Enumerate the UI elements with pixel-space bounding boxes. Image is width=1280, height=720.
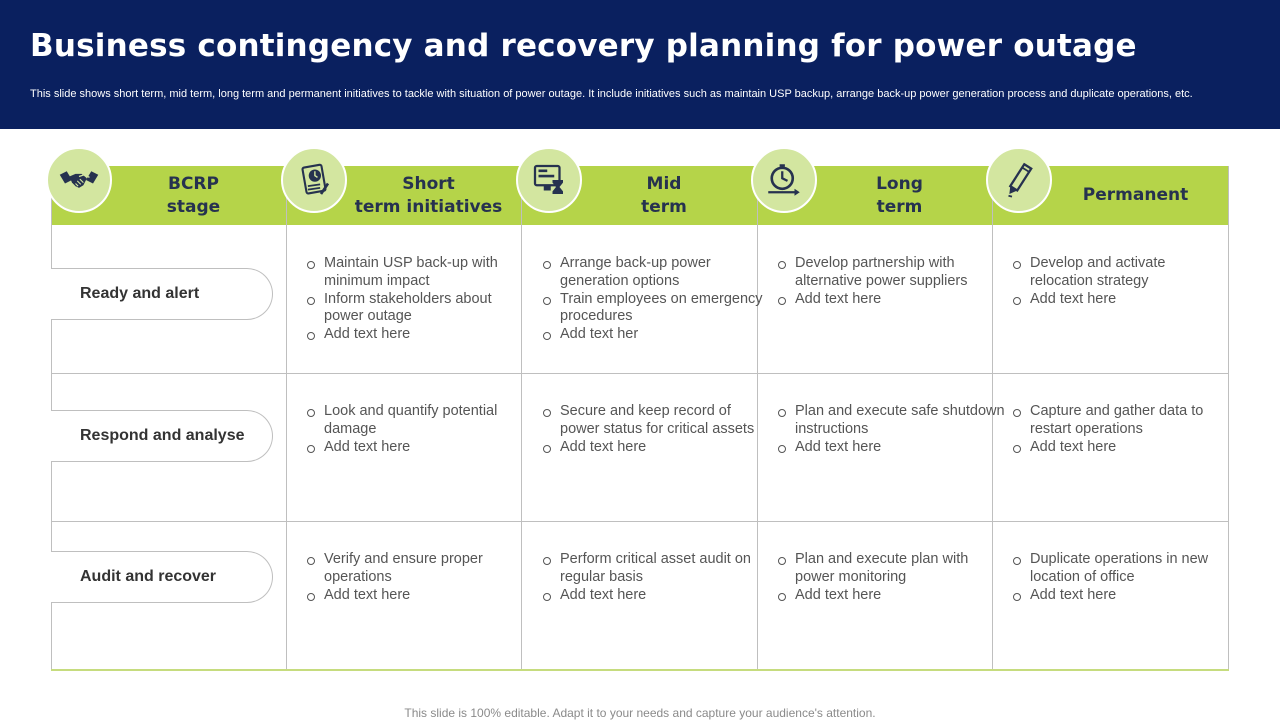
column-header-permanent: Permanent [1082, 185, 1189, 205]
list-item: Secure and keep record of power status for critical assets [541, 403, 771, 439]
handshake-icon [46, 147, 112, 213]
cell-ready-long-term [776, 255, 1006, 308]
list-item: Verify and ensure proper operations [305, 551, 535, 587]
cell-ready-short-term [305, 255, 535, 344]
list-item: Add text here [541, 587, 771, 605]
cell-audit-short-term [305, 551, 535, 604]
list-item: Inform stakeholders about power outage [305, 291, 535, 327]
list-item: Add text here [776, 439, 1006, 457]
list-item: Develop partnership with alternative power suppliers [776, 255, 1006, 291]
table-bottom-accent [51, 669, 1229, 671]
cell-respond-mid-term [541, 403, 771, 456]
column-header-long-term: Long term [876, 173, 923, 217]
list-item: Add text her [541, 326, 771, 344]
cell-ready-permanent [1011, 255, 1223, 308]
document-clock-icon [281, 147, 347, 213]
list-item: Add text here [1011, 587, 1223, 605]
row-divider [51, 373, 1229, 374]
list-item: Duplicate operations in new location of office [1011, 551, 1223, 587]
list-item: Add text here [776, 587, 1006, 605]
cell-audit-permanent [1011, 551, 1223, 604]
list-item: Add text here [305, 326, 535, 344]
cell-respond-permanent [1011, 403, 1223, 456]
cell-audit-mid-term [541, 551, 771, 604]
column-header-bcrp-stage: BCRP stage [166, 173, 221, 217]
list-item: Add text here [1011, 439, 1223, 457]
header-banner [0, 0, 1280, 129]
list-item: Add text here [541, 439, 771, 457]
footer-note: This slide is 100% editable. Adapt it to your needs and capture your audience's attention. [404, 706, 876, 720]
cell-respond-short-term [305, 403, 535, 456]
list-item: Plan and execute safe shutdown instructions [776, 403, 1006, 439]
row-divider [51, 521, 1229, 522]
list-item: Perform critical asset audit on regular basis [541, 551, 771, 587]
clock-arrow-icon [751, 147, 817, 213]
list-item: Add text here [1011, 291, 1223, 309]
list-item: Capture and gather data to restart operations [1011, 403, 1223, 439]
list-item: Train employees on emergency procedures [541, 291, 771, 327]
list-item: Add text here [305, 587, 535, 605]
list-item: Add text here [776, 291, 1006, 309]
cell-respond-long-term [776, 403, 1006, 456]
list-item: Plan and execute plan with power monitoring [776, 551, 1006, 587]
stage-audit-and-recover: Audit and recover [51, 551, 273, 603]
column-header-short-term: Short term initiatives [354, 173, 503, 217]
cell-audit-long-term [776, 551, 1006, 604]
list-item: Maintain USP back-up with minimum impact [305, 255, 535, 291]
page-title: Business contingency and recovery planning for power outage [30, 28, 1137, 64]
stage-respond-and-analyse: Respond and analyse [51, 410, 273, 462]
list-item: Develop and activate relocation strategy [1011, 255, 1223, 291]
planning-table [51, 166, 1229, 670]
pen-icon [986, 147, 1052, 213]
column-divider [286, 166, 287, 670]
list-item: Look and quantify potential damage [305, 403, 535, 439]
monitor-hourglass-icon [516, 147, 582, 213]
list-item: Arrange back-up power generation options [541, 255, 771, 291]
column-header-mid-term: Mid term [641, 173, 687, 217]
stage-ready-and-alert: Ready and alert [51, 268, 273, 320]
page-subtitle: This slide shows short term, mid term, long term and permanent initiatives to tackle with situation of power outage. It include initiatives such as maintain USP backup, arrange back-up power generation process and duplicate operations, etc. [30, 88, 1193, 100]
list-item: Add text here [305, 439, 535, 457]
cell-ready-mid-term [541, 255, 771, 344]
